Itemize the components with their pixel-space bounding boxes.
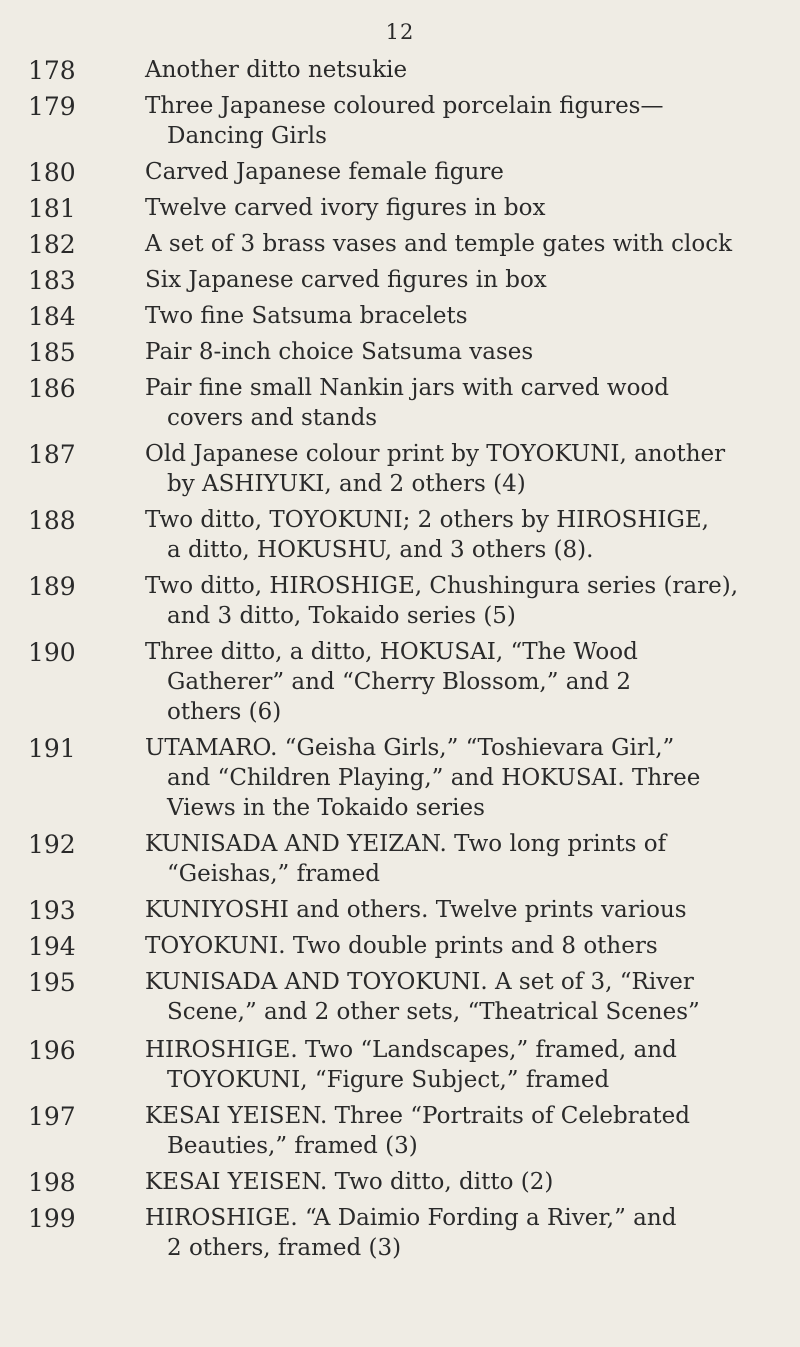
lot-description <box>145 1203 775 1263</box>
lot-description <box>145 229 775 259</box>
lot-entry <box>0 265 800 295</box>
lot-description-line: Dancing Girls <box>167 123 327 149</box>
lot-description-line: Three Japanese coloured porcelain figures— <box>145 93 664 119</box>
lot-description-line: A set of 3 brass vases and temple gates with clock <box>145 231 733 257</box>
lot-number: 181 <box>28 194 76 223</box>
page-number: 12 <box>385 20 415 44</box>
lot-number: 191 <box>28 734 76 763</box>
lot-entry <box>0 1101 800 1161</box>
lot-description-line: Pair fine small Nankin jars with carved wood <box>145 375 670 401</box>
lot-description-line: Two ditto, TOYOKUNI; 2 others by HIROSHIGE, <box>145 507 709 533</box>
lot-description-line: covers and stands <box>167 405 378 431</box>
lot-entry <box>0 637 800 727</box>
lot-number: 198 <box>28 1168 76 1197</box>
lot-description-line: HIROSHIGE. “A Daimio Fording a River,” and <box>145 1205 677 1231</box>
lot-description <box>145 265 775 295</box>
lot-number: 197 <box>28 1102 76 1131</box>
lot-description-line: KESAI YEISEN. Two ditto, ditto (2) <box>145 1169 554 1195</box>
lot-number: 184 <box>28 302 76 331</box>
lot-description-line: “Geishas,” framed <box>167 861 380 887</box>
lot-number: 194 <box>28 932 76 961</box>
lot-description <box>145 505 775 565</box>
lot-entry <box>0 373 800 433</box>
lot-description-line: Three ditto, a ditto, HOKUSAI, “The Wood <box>145 639 638 665</box>
lot-description-line: Six Japanese carved figures in box <box>145 267 547 293</box>
lot-entry <box>0 1203 800 1263</box>
lot-entry <box>0 571 800 631</box>
lot-description-line: KESAI YEISEN. Three “Portraits of Celebrated <box>145 1103 690 1129</box>
lot-description-line: KUNIYOSHI and others. Twelve prints various <box>145 897 687 923</box>
lot-number: 179 <box>28 92 76 121</box>
lot-description-line: HIROSHIGE. Two “Landscapes,” framed, and <box>145 1037 677 1063</box>
lot-description <box>145 1101 775 1161</box>
lot-description-line: Scene,” and 2 other sets, “Theatrical Scenes” <box>167 999 700 1025</box>
lot-number: 189 <box>28 572 76 601</box>
lot-description <box>145 157 775 187</box>
lot-description-line: TOYOKUNI. Two double prints and 8 others <box>145 933 658 959</box>
lot-entry <box>0 193 800 223</box>
lot-number: 186 <box>28 374 76 403</box>
lot-description <box>145 571 775 631</box>
lot-number: 199 <box>28 1204 76 1233</box>
lot-description-line: Old Japanese colour print by TOYOKUNI, another <box>145 441 726 467</box>
lot-description-line: and “Children Playing,” and HOKUSAI. Three <box>167 765 701 791</box>
lot-description-line: others (6) <box>167 699 282 725</box>
lot-description-line: KUNISADA AND YEIZAN. Two long prints of <box>145 831 667 857</box>
lot-entry <box>0 229 800 259</box>
lot-description-line: Pair 8-inch choice Satsuma vases <box>145 339 534 365</box>
lot-number: 187 <box>28 440 76 469</box>
lot-description <box>145 637 775 727</box>
lot-description <box>145 373 775 433</box>
lot-entry <box>0 55 800 85</box>
lot-description <box>145 193 775 223</box>
lot-description <box>145 931 775 961</box>
lot-description <box>145 337 775 367</box>
lot-description <box>145 829 775 889</box>
lot-entry <box>0 337 800 367</box>
lot-description-line: Views in the Tokaido series <box>167 795 485 821</box>
lot-number: 182 <box>28 230 76 259</box>
lot-number: 188 <box>28 506 76 535</box>
lot-number: 180 <box>28 158 76 187</box>
lot-entry <box>0 439 800 499</box>
lot-number: 183 <box>28 266 76 295</box>
lot-number: 193 <box>28 896 76 925</box>
lot-description-line: Carved Japanese female figure <box>145 159 504 185</box>
lot-description-line: Two ditto, HIROSHIGE, Chushingura series (rare), <box>145 573 739 599</box>
lot-description <box>145 55 775 85</box>
lot-entry <box>0 1035 800 1095</box>
lot-description-line: KUNISADA AND TOYOKUNI. A set of 3, “River <box>145 969 694 995</box>
lot-list <box>0 55 800 1269</box>
lot-description <box>145 439 775 499</box>
lot-description-line: TOYOKUNI, “Figure Subject,” framed <box>167 1067 610 1093</box>
lot-description <box>145 967 775 1027</box>
lot-number: 190 <box>28 638 76 667</box>
lot-number: 192 <box>28 830 76 859</box>
lot-description <box>145 1035 775 1095</box>
lot-description-line: Two fine Satsuma bracelets <box>145 303 468 329</box>
lot-description-line: Beauties,” framed (3) <box>167 1133 418 1159</box>
lot-description-line: by ASHIYUKI, and 2 others (4) <box>167 471 526 497</box>
lot-number: 178 <box>28 56 76 85</box>
lot-description-line: Another ditto netsukie <box>145 57 408 83</box>
lot-entry <box>0 505 800 565</box>
lot-description-line: 2 others, framed (3) <box>167 1235 402 1261</box>
lot-entry <box>0 895 800 925</box>
lot-number: 185 <box>28 338 76 367</box>
lot-entry <box>0 733 800 823</box>
lot-number: 196 <box>28 1036 76 1065</box>
lot-entry <box>0 1167 800 1197</box>
lot-entry <box>0 829 800 889</box>
lot-description <box>145 301 775 331</box>
lot-description <box>145 733 775 823</box>
lot-description <box>145 91 775 151</box>
lot-entry <box>0 301 800 331</box>
lot-description <box>145 1167 775 1197</box>
lot-description-line: UTAMARO. “Geisha Girls,” “Toshievara Girl,” <box>145 735 675 761</box>
lot-entry <box>0 931 800 961</box>
lot-number: 195 <box>28 968 76 997</box>
lot-entry <box>0 91 800 151</box>
lot-entry <box>0 967 800 1027</box>
lot-description-line: a ditto, HOKUSHU, and 3 others (8). <box>167 537 594 563</box>
lot-entry <box>0 157 800 187</box>
lot-description-line: Gatherer” and “Cherry Blossom,” and 2 <box>167 669 631 695</box>
lot-description <box>145 895 775 925</box>
lot-description-line: Twelve carved ivory figures in box <box>145 195 546 221</box>
lot-description-line: and 3 ditto, Tokaido series (5) <box>167 603 516 629</box>
